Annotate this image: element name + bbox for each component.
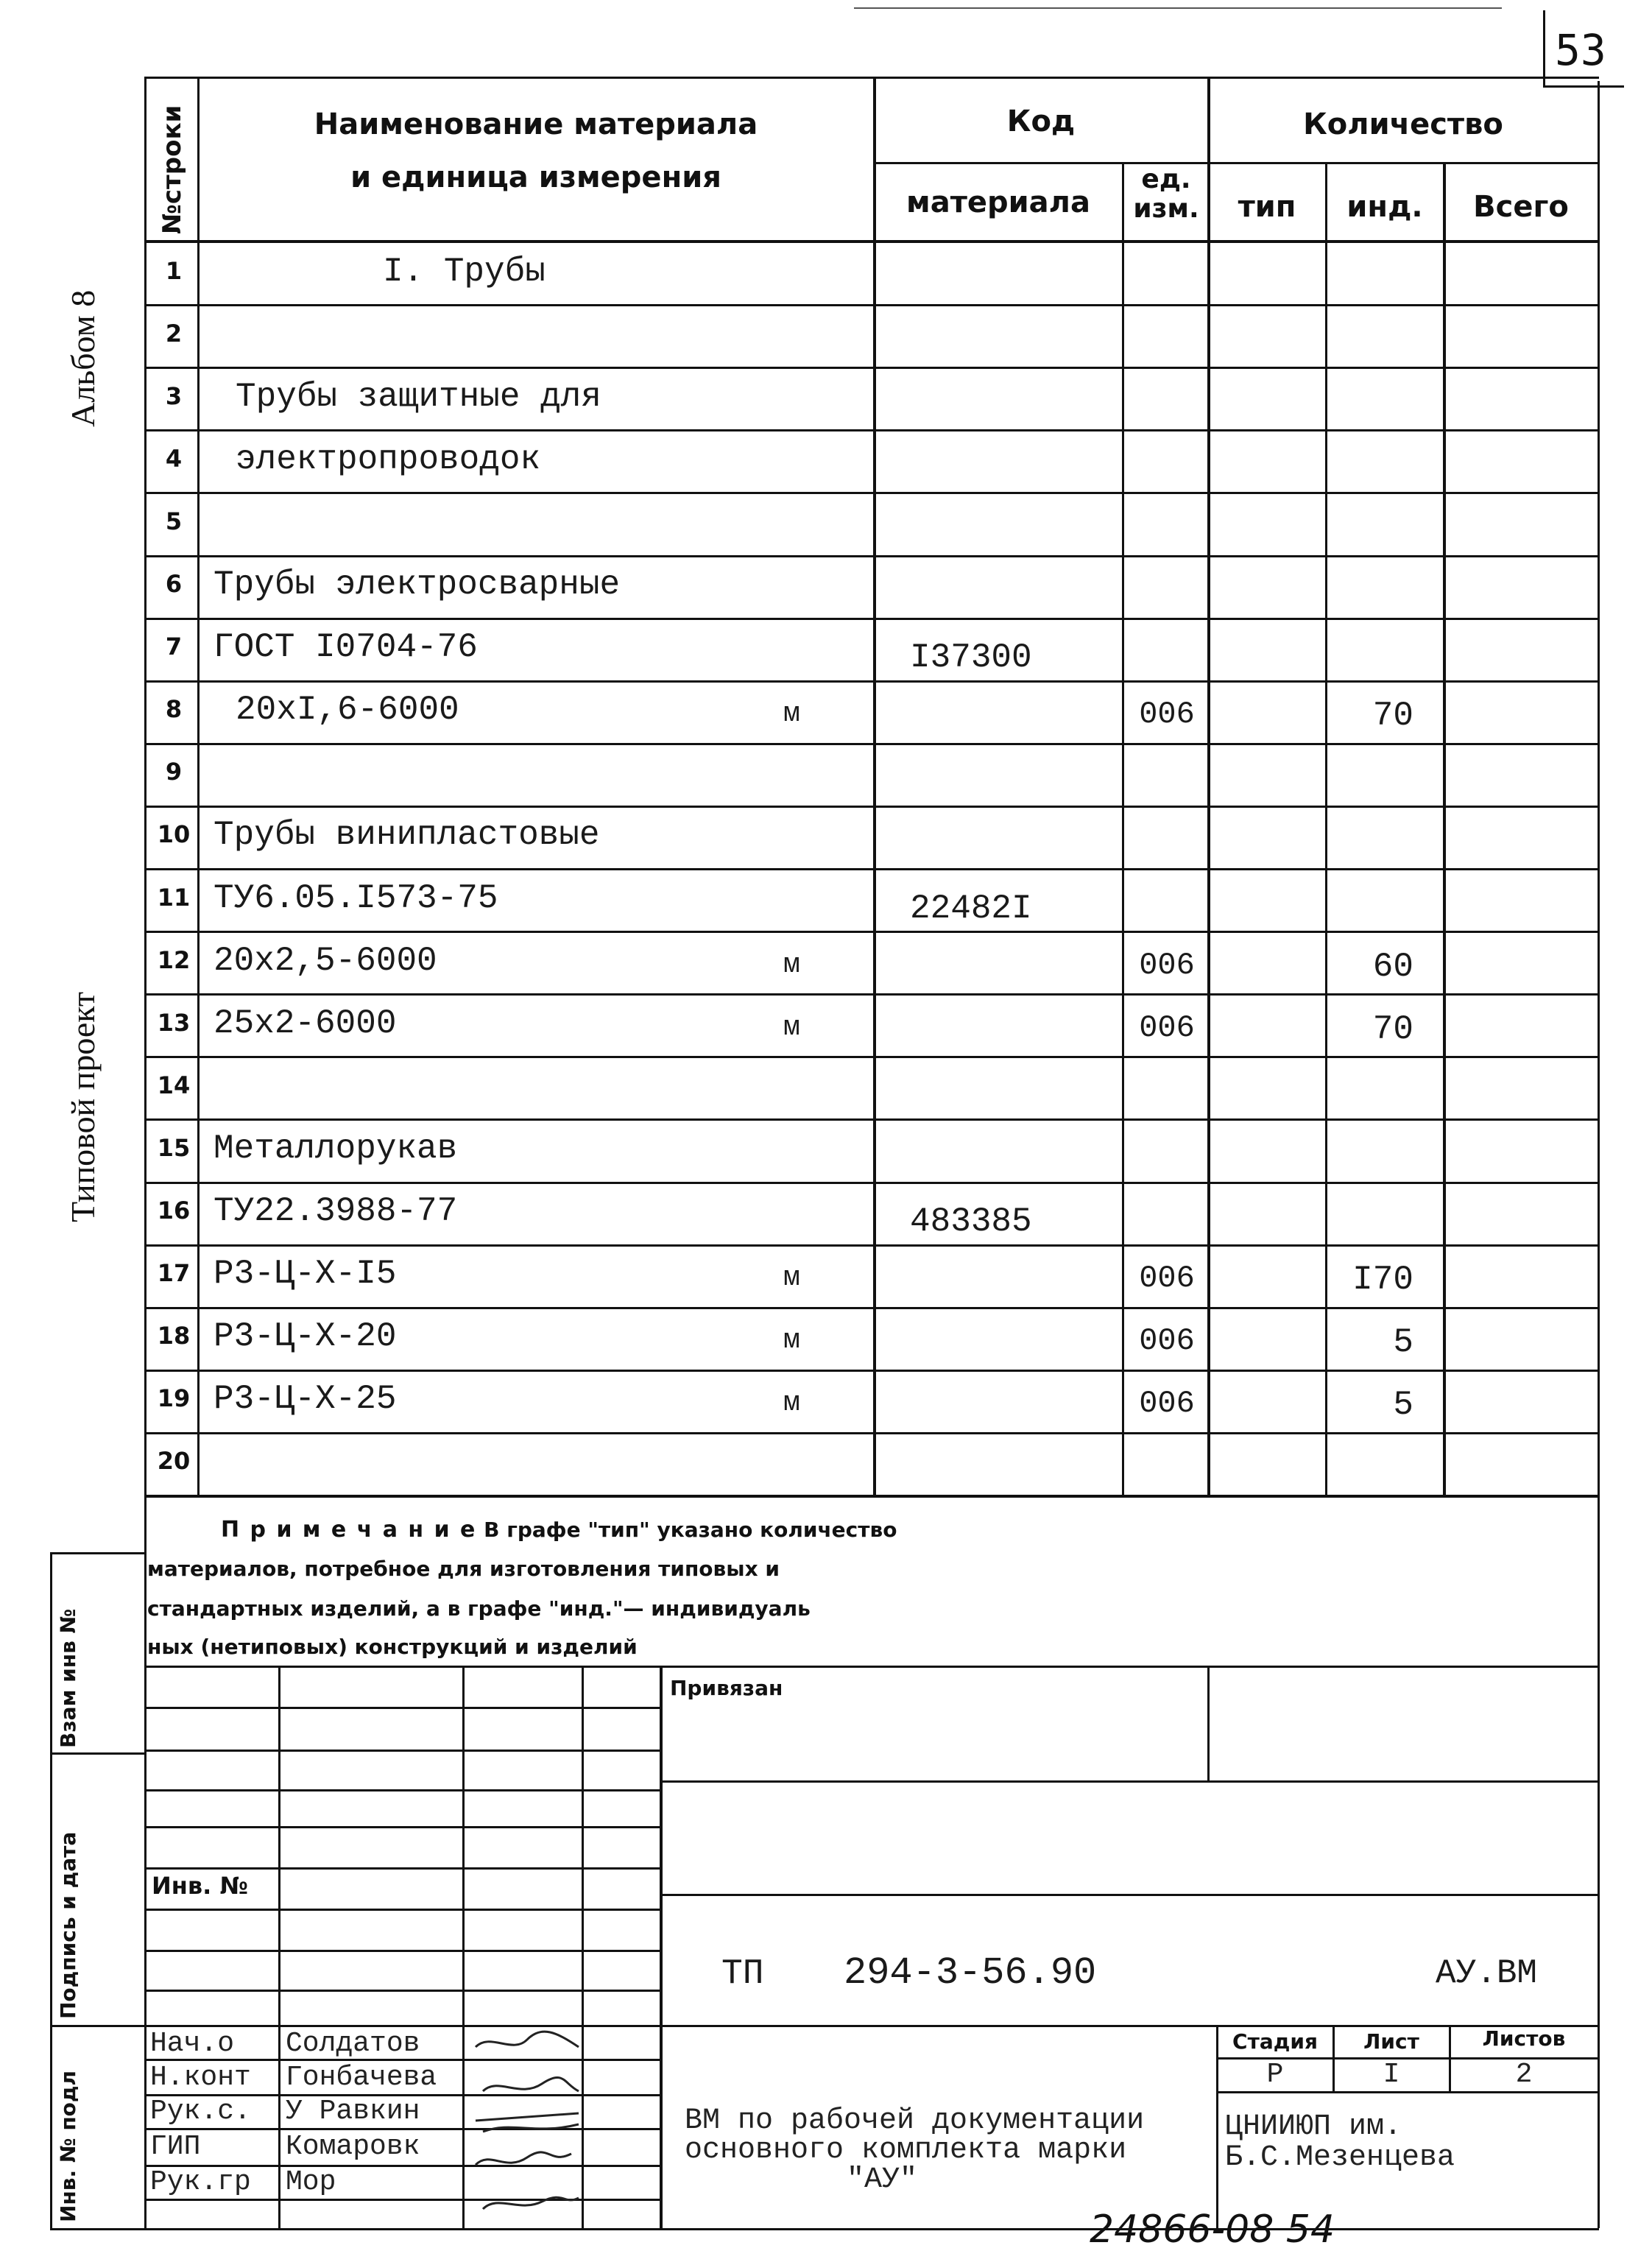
- header-code: Код: [1006, 105, 1076, 138]
- qty-ind: 60: [1372, 948, 1413, 986]
- header-name-line2: и единица измерения: [350, 161, 721, 194]
- material-name: Трубы винипластовые: [213, 816, 600, 854]
- row-divider: [144, 492, 1599, 494]
- note-line3: стандартных изделий, а в графе "инд."— индивидуаль: [147, 1596, 811, 1621]
- doc-title-line1: ВМ по рабочей документации: [685, 2104, 1145, 2138]
- row-divider: [144, 1118, 1599, 1121]
- footer-archive-number: 24866-08 54: [1090, 2208, 1335, 2252]
- row-number: 3: [165, 382, 183, 410]
- header-row-number: №строки: [158, 105, 187, 234]
- unit: м: [783, 1387, 800, 1419]
- signature-name: Мор: [286, 2166, 336, 2198]
- unit: м: [783, 949, 800, 981]
- signature-role: Нач.о: [150, 2028, 235, 2060]
- row-number: 20: [157, 1447, 191, 1475]
- material-name: ТУ22.3988-77: [213, 1192, 458, 1230]
- material-code: I37300: [910, 638, 1032, 677]
- row-number: 12: [157, 946, 191, 974]
- page-number: 53: [1555, 25, 1606, 75]
- qty-ind: 70: [1372, 697, 1413, 735]
- material-name: Трубы электросварные: [213, 566, 621, 604]
- doc-code: ТП: [721, 1954, 764, 1994]
- doc-title-line3: "АУ": [847, 2163, 918, 2196]
- row-divider: [144, 1056, 1599, 1058]
- side-label-project: Типовой проект: [64, 991, 102, 1222]
- sheet-label: Лист: [1363, 2029, 1419, 2054]
- signature-role: Рук.с.: [150, 2096, 251, 2127]
- row-number: 18: [157, 1322, 191, 1350]
- row-divider: [144, 618, 1599, 620]
- row-number: 5: [165, 507, 183, 535]
- signatures-scribble: [468, 2025, 586, 2228]
- material-name: 20x2,5-6000: [213, 942, 437, 980]
- row-divider: [144, 931, 1599, 933]
- row-divider: [144, 993, 1599, 996]
- unit: м: [783, 1325, 800, 1356]
- sheet-value: I: [1383, 2059, 1400, 2090]
- signature-role: ГИП: [150, 2131, 201, 2163]
- qty-ind: 5: [1393, 1323, 1413, 1361]
- signature-name: Солдатов: [286, 2028, 420, 2060]
- stage-label: Стадия: [1232, 2029, 1318, 2054]
- org-line2: Б.С.Мезенцева: [1225, 2141, 1455, 2174]
- row-divider: [144, 1307, 1599, 1309]
- signature-name: Гонбачева: [286, 2062, 437, 2093]
- material-name: Р3-Ц-Х-20: [213, 1317, 397, 1356]
- unit-code: 006: [1139, 1386, 1195, 1421]
- stage-value: Р: [1266, 2059, 1284, 2090]
- row-divider: [144, 743, 1599, 745]
- material-name: 20xI,6-6000: [236, 691, 459, 729]
- unit: м: [783, 1262, 800, 1294]
- row-number: 13: [157, 1009, 191, 1037]
- row-divider: [144, 868, 1599, 870]
- unit-code: 006: [1139, 1261, 1195, 1296]
- qty-ind: 5: [1393, 1386, 1413, 1424]
- row-divider: [144, 1182, 1599, 1184]
- row-number: 17: [157, 1259, 191, 1287]
- header-quantity: Количество: [1303, 108, 1503, 141]
- material-name: Р3-Ц-Х-I5: [213, 1255, 397, 1293]
- unit-code: 006: [1139, 1323, 1195, 1359]
- org-line1: ЦНИИЮП им.: [1225, 2110, 1402, 2143]
- side-label-album: Альбом 8: [64, 289, 102, 427]
- qty-ind: I70: [1352, 1261, 1413, 1299]
- material-name: ГОСТ I0704-76: [213, 628, 478, 666]
- material-name: I. Трубы: [383, 253, 546, 291]
- note-line2: материалов, потребное для изготовления типовых и: [147, 1557, 780, 1581]
- unit: м: [783, 698, 800, 730]
- side-label-sign-date: Подпись и дата: [56, 1831, 80, 2019]
- header-name-line1: Наименование материала: [314, 108, 758, 141]
- row-number: 4: [165, 445, 183, 473]
- signature-role: Н.конт: [150, 2062, 251, 2093]
- row-divider: [144, 367, 1599, 369]
- side-label-replace: Взам инв №: [56, 1608, 80, 1748]
- material-code: 483385: [910, 1202, 1032, 1241]
- row-number: 16: [157, 1197, 191, 1225]
- row-number: 14: [157, 1071, 191, 1099]
- signature-name: У Равкин: [286, 2096, 420, 2127]
- row-divider: [144, 1432, 1599, 1434]
- row-number: 6: [165, 570, 183, 598]
- row-number: 11: [157, 884, 191, 912]
- row-divider: [144, 806, 1599, 808]
- row-divider: [144, 1244, 1599, 1247]
- row-divider: [144, 429, 1599, 431]
- signature-role: Рук.гр: [150, 2166, 251, 2198]
- row-divider: [144, 1370, 1599, 1372]
- row-number: 7: [165, 633, 183, 660]
- doc-title-line2: основного комплекта марки: [685, 2134, 1127, 2167]
- unit-code: 006: [1139, 697, 1195, 732]
- bound-label: Привязан: [670, 1676, 783, 1700]
- row-divider: [144, 304, 1599, 306]
- material-name: ТУ6.05.I573-75: [213, 879, 498, 917]
- material-code: 22482I: [910, 889, 1032, 928]
- row-number: 10: [157, 820, 191, 848]
- qty-ind: 70: [1372, 1010, 1413, 1049]
- side-label-inv-orig: Инв. № подл: [56, 2070, 80, 2222]
- inv-no-label: Инв. №: [152, 1872, 248, 1900]
- header-qty-total: Всего: [1473, 190, 1569, 224]
- material-name: 25x2-6000: [213, 1004, 397, 1043]
- signature-name: Комаровк: [286, 2131, 420, 2163]
- header-code-material: материала: [906, 186, 1090, 219]
- doc-number: 294-3-56.90: [844, 1951, 1097, 1995]
- sheets-label: Листов: [1482, 2026, 1566, 2051]
- row-number: 2: [165, 320, 183, 348]
- note-lead: П р и м е ч а н и е: [221, 1517, 477, 1543]
- header-qty-type: тип: [1238, 190, 1296, 224]
- row-divider: [144, 680, 1599, 683]
- unit-code: 006: [1139, 1010, 1195, 1046]
- row-number: 9: [165, 758, 183, 786]
- sheets-value: 2: [1515, 2059, 1533, 2090]
- material-name: Трубы защитные для: [236, 378, 601, 416]
- material-name: электропроводок: [236, 440, 541, 479]
- material-name: Р3-Ц-Х-25: [213, 1380, 397, 1418]
- note-line1: В графе "тип" указано количество: [476, 1518, 897, 1542]
- row-number: 1: [165, 257, 183, 285]
- row-number: 19: [157, 1384, 191, 1412]
- header-code-unit: ед. изм.: [1133, 164, 1199, 224]
- header-qty-ind: инд.: [1346, 190, 1423, 224]
- row-number: 8: [165, 695, 183, 723]
- material-name: Металлорукав: [213, 1130, 458, 1168]
- row-divider: [144, 555, 1599, 557]
- note-line4: ных (нетиповых) конструкций и изделий: [147, 1635, 638, 1659]
- unit: м: [783, 1012, 800, 1043]
- doc-mark: АУ.ВМ: [1436, 1954, 1538, 1993]
- unit-code: 006: [1139, 948, 1195, 983]
- row-number: 15: [157, 1134, 191, 1162]
